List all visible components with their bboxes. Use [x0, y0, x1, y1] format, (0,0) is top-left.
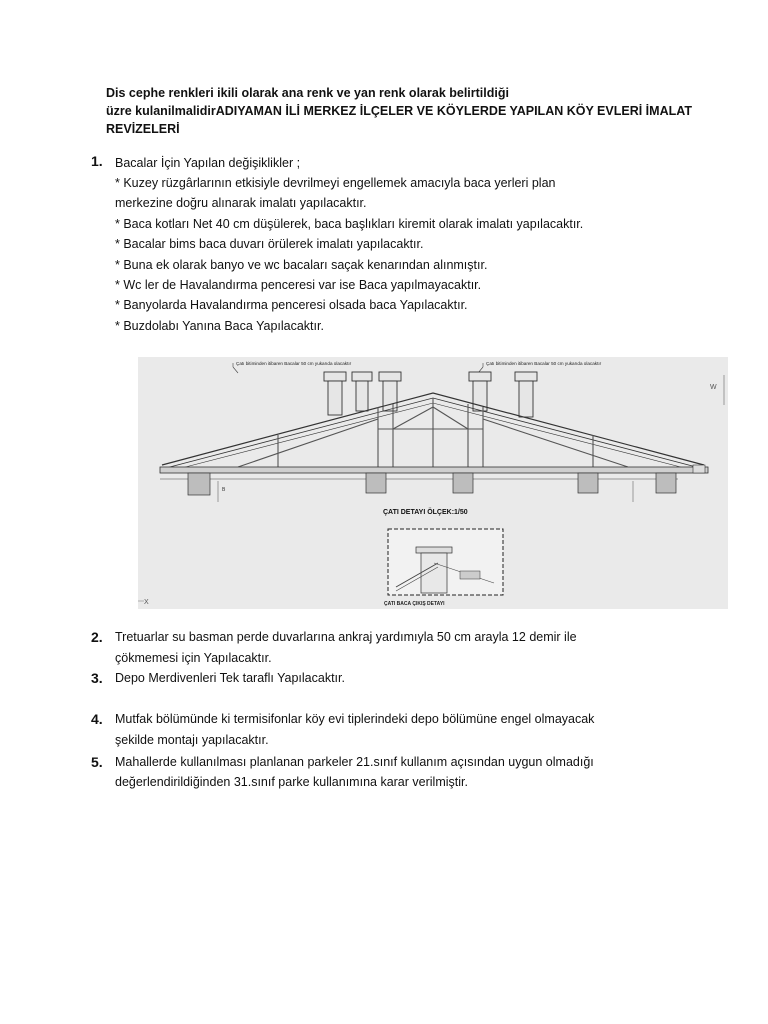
item-4-line: Mutfak bölümünde ki termisifonlar köy evi tiplerindeki depo bölümüne engel olmayacak: [115, 712, 595, 726]
item-5-line: değerlendirildiğinden 31.sınıf parke kullanımına karar verilmiştir.: [115, 775, 468, 789]
chimney-note-left: Çatı bitiminden itibaren Bacalar 50 cm yukarıda olacaktır: [236, 361, 352, 366]
document-header: [106, 84, 726, 138]
item-3-number: 3.: [91, 670, 103, 686]
item-3-line: Depo Merdivenleri Tek taraflı Yapılacaktır.: [115, 671, 345, 685]
item-1-line: * Kuzey rüzgârlarının etkisiyle devrilmeyi engellemek amacıyla baca yerleri plan: [115, 176, 556, 190]
item-4-number: 4.: [91, 711, 103, 727]
dimension-label-b: B: [222, 487, 226, 493]
floor-slab: [160, 465, 708, 502]
item-5-number: 5.: [91, 754, 103, 770]
item-1-line: * Buzdolabı Yanına Baca Yapılacaktır.: [115, 319, 324, 333]
item-1-title: Bacalar İçin Yapılan değişiklikler ;: [115, 156, 301, 170]
item-4-line: şekilde montajı yapılacaktır.: [115, 733, 269, 747]
drawing-title: ÇATI DETAYI ÖLÇEK:1/50: [383, 509, 468, 516]
detail-caption: ÇATI BACA ÇIKIŞ DETAYI: [384, 601, 445, 607]
item-2-line: çökmemesi için Yapılacaktır.: [115, 651, 272, 665]
header-line-3: REVİZELERİ: [106, 122, 180, 136]
roof-trusses: [238, 398, 628, 467]
item-5-line: Mahallerde kullanılması planlanan parkeler 21.sınıf kullanım açısından uygun olmadığı: [115, 755, 594, 769]
chimney-exit-detail: [388, 529, 503, 595]
item-1-line: * Buna ek olarak banyo ve wc bacaları saçak kenarından alınmıştır.: [115, 258, 488, 272]
item-1-line: * Bacalar bims baca duvarı örülerek imalatı yapılacaktır.: [115, 237, 424, 251]
header-line-1: Dis cephe renkleri ikili olarak ana renk ve yan renk olarak belirtildiği: [106, 86, 509, 100]
item-2-number: 2.: [91, 629, 103, 645]
item-1-line: merkezine doğru alınarak imalatı yapılacaktır.: [115, 196, 367, 210]
roof-drawing-svg: [138, 357, 728, 609]
item-1-line: * Baca kotları Net 40 cm düşülerek, baca başlıkları kiremit olarak imalatı yapılacaktır.: [115, 217, 584, 231]
roof-detail-drawing: [138, 357, 728, 609]
item-2-line: Tretuarlar su basman perde duvarlarına ankraj yardımıyla 50 cm arayla 12 demir ile: [115, 630, 577, 644]
chimneys: [324, 372, 537, 417]
item-1-line: * Banyolarda Havalandırma penceresi olsada baca Yapılacaktır.: [115, 298, 468, 312]
header-line-2: üzre kulanilmalidirADIYAMAN İLİ MERKEZ İLÇELER VE KÖYLERDE YAPILAN KÖY EVLERİ İMALAT: [106, 104, 692, 118]
chimney-note-right: Çatı bitiminden itibaren Bacalar 50 cm yukarıda olacaktır: [486, 361, 602, 366]
marker-x: X: [144, 599, 149, 606]
marker-w: W: [710, 384, 717, 391]
item-1-number: 1.: [91, 153, 103, 169]
item-1-line: * Wc ler de Havalandırma penceresi var ise Baca yapılmayacaktır.: [115, 278, 482, 292]
